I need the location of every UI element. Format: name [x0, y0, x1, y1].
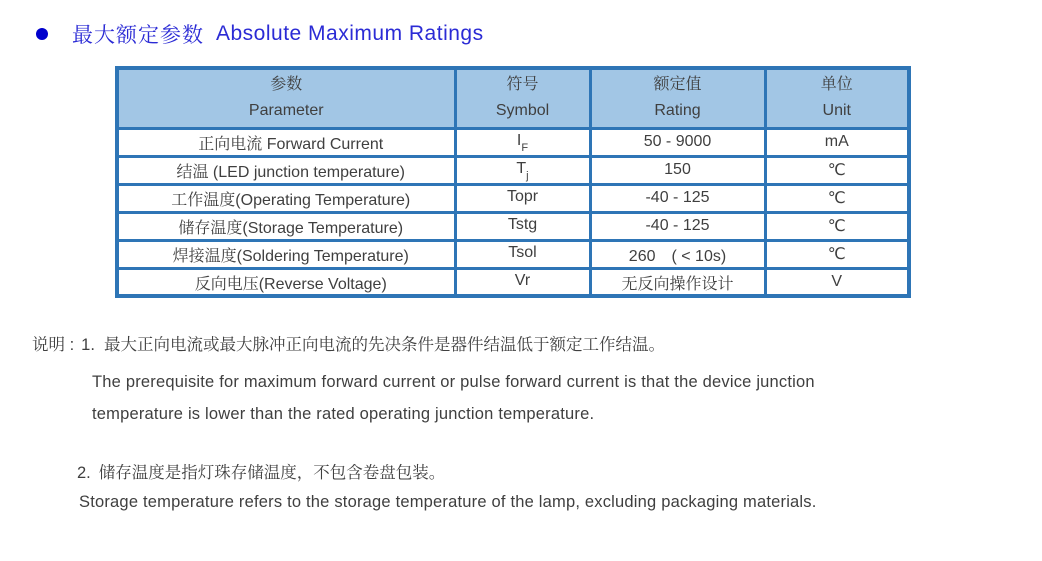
note-2-line-zh — [77, 460, 1042, 486]
cell-rating: 260 ( < 10s) — [590, 240, 765, 268]
symbol-subscript: j — [526, 170, 529, 183]
col-header-unit-zh: 单位 — [820, 76, 853, 93]
cell-parameter: 工作温度(Operating Temperature) — [117, 184, 455, 212]
note-1-text-en — [92, 366, 1042, 430]
section-title — [0, 0, 1042, 49]
cell-parameter: 储存温度(Storage Temperature) — [117, 212, 455, 240]
note-2-text-en: Storage temperature refers to the storage temperature of the lamp, excluding packaging materials. — [79, 493, 817, 512]
table-row-soldering-temperature — [117, 240, 909, 268]
symbol-main: Tstg — [507, 216, 538, 234]
cell-rating: -40 - 125 — [590, 184, 765, 212]
note-1-en-line2: temperature is lower than the rated operating junction temperature. — [92, 405, 595, 424]
cell-unit: mA — [765, 128, 909, 156]
col-header-rating-en: Rating — [654, 102, 701, 120]
table-header-row — [117, 68, 909, 128]
col-header-symbol-en: Symbol — [495, 102, 550, 120]
cell-parameter: 结温 (LED junction temperature) — [117, 156, 455, 184]
note-1-line-zh — [32, 332, 1042, 358]
symbol-main: Vr — [514, 271, 531, 289]
section-title-en: Absolute Maximum Ratings — [216, 22, 484, 45]
cell-parameter: 反向电压(Reverse Voltage) — [117, 268, 455, 296]
table-row-operating-temperature — [117, 184, 909, 212]
col-header-parameter-zh: 参数 — [270, 76, 303, 93]
notes-label: 说明 : — [32, 336, 75, 355]
symbol-main: Tsol — [508, 244, 537, 262]
symbol-main: T — [516, 160, 527, 178]
col-header-rating-zh: 额定值 — [653, 76, 702, 93]
symbol-main: I — [516, 132, 522, 150]
cell-symbol — [455, 128, 590, 156]
symbol-main: Topr — [506, 188, 539, 206]
col-header-symbol-zh: 符号 — [506, 76, 539, 93]
bullet-icon — [36, 28, 48, 40]
cell-parameter: 正向电流 Forward Current — [117, 128, 455, 156]
cell-rating: 50 - 9000 — [590, 128, 765, 156]
note-2-text-zh: 储存温度是指灯珠存储温度，不包含卷盘包装。 — [98, 464, 446, 483]
notes-section — [0, 332, 1042, 512]
cell-unit: ℃ — [765, 184, 909, 212]
table-row-junction-temperature — [117, 156, 909, 184]
cell-rating: 无反向操作设计 — [590, 268, 765, 296]
cell-parameter: 焊接温度(Soldering Temperature) — [117, 240, 455, 268]
col-header-unit — [765, 68, 909, 128]
cell-symbol — [455, 268, 590, 296]
table-row-storage-temperature — [117, 212, 909, 240]
col-header-parameter-en: Parameter — [248, 102, 324, 120]
cell-symbol — [455, 184, 590, 212]
cell-unit: ℃ — [765, 240, 909, 268]
cell-unit: V — [765, 268, 909, 296]
section-title-zh: 最大额定参数 — [72, 24, 204, 47]
table-row-forward-current — [117, 128, 909, 156]
cell-symbol — [455, 240, 590, 268]
cell-rating: 150 — [590, 156, 765, 184]
ratings-table — [115, 66, 911, 298]
cell-symbol — [455, 212, 590, 240]
col-header-symbol — [455, 68, 590, 128]
col-header-unit-en: Unit — [822, 102, 851, 120]
col-header-parameter — [117, 68, 455, 128]
cell-rating: -40 - 125 — [590, 212, 765, 240]
cell-symbol — [455, 156, 590, 184]
symbol-subscript: F — [521, 142, 529, 155]
note-1-number: 1. — [81, 336, 95, 355]
note-1-en-line1: The prerequisite for maximum forward current or pulse forward current is that the device junction — [92, 373, 815, 392]
note-2-number: 2. — [77, 464, 91, 483]
table-row-reverse-voltage — [117, 268, 909, 296]
cell-unit: ℃ — [765, 212, 909, 240]
cell-unit: ℃ — [765, 156, 909, 184]
note-1-text-zh: 最大正向电流或最大脉冲正向电流的先决条件是器件结温低于额定工作结温。 — [103, 336, 665, 355]
col-header-rating — [590, 68, 765, 128]
